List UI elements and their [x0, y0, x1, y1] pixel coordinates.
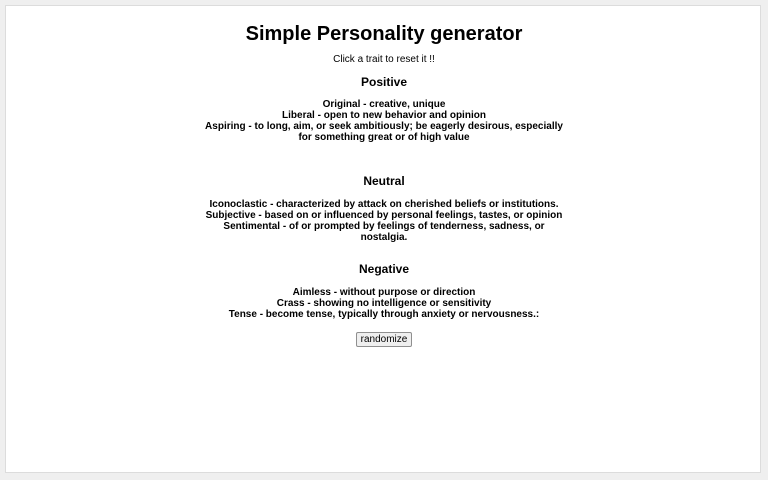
page-title: Simple Personality generator — [245, 23, 523, 45]
neutral-trait-list — [204, 199, 564, 243]
button-row — [6, 329, 762, 347]
page-container — [5, 5, 761, 473]
negative-heading: Negative — [358, 262, 410, 276]
trait-neutral-3[interactable]: Sentimental - of or prompted by feelings of tenderness, sadness, or nostalgia. — [223, 221, 545, 243]
neutral-heading: Neutral — [363, 174, 405, 188]
positive-trait-list — [204, 99, 564, 143]
trait-positive-3[interactable]: Aspiring - to long, aim, or seek ambitiously; be eagerly desirous, especially for something great or of high value — [205, 121, 563, 143]
negative-trait-list — [204, 287, 564, 320]
positive-heading: Positive — [360, 75, 408, 89]
randomize-button[interactable]: randomize — [356, 332, 413, 347]
trait-neutral-1[interactable]: Iconoclastic - characterized by attack on cherished beliefs or institutions. — [209, 199, 559, 210]
trait-negative-3[interactable]: Tense - become tense, typically through anxiety or nervousness.: — [228, 309, 540, 320]
trait-positive-2[interactable]: Liberal - open to new behavior and opinion — [282, 110, 486, 121]
trait-neutral-2[interactable]: Subjective - based on or influenced by personal feelings, tastes, or opinion — [205, 210, 563, 221]
trait-negative-1[interactable]: Aimless - without purpose or direction — [292, 287, 476, 298]
trait-positive-1[interactable]: Original - creative, unique — [322, 99, 446, 110]
instructions-text: Click a trait to reset it !! — [333, 54, 435, 65]
trait-negative-2[interactable]: Crass - showing no intelligence or sensitivity — [276, 298, 492, 309]
